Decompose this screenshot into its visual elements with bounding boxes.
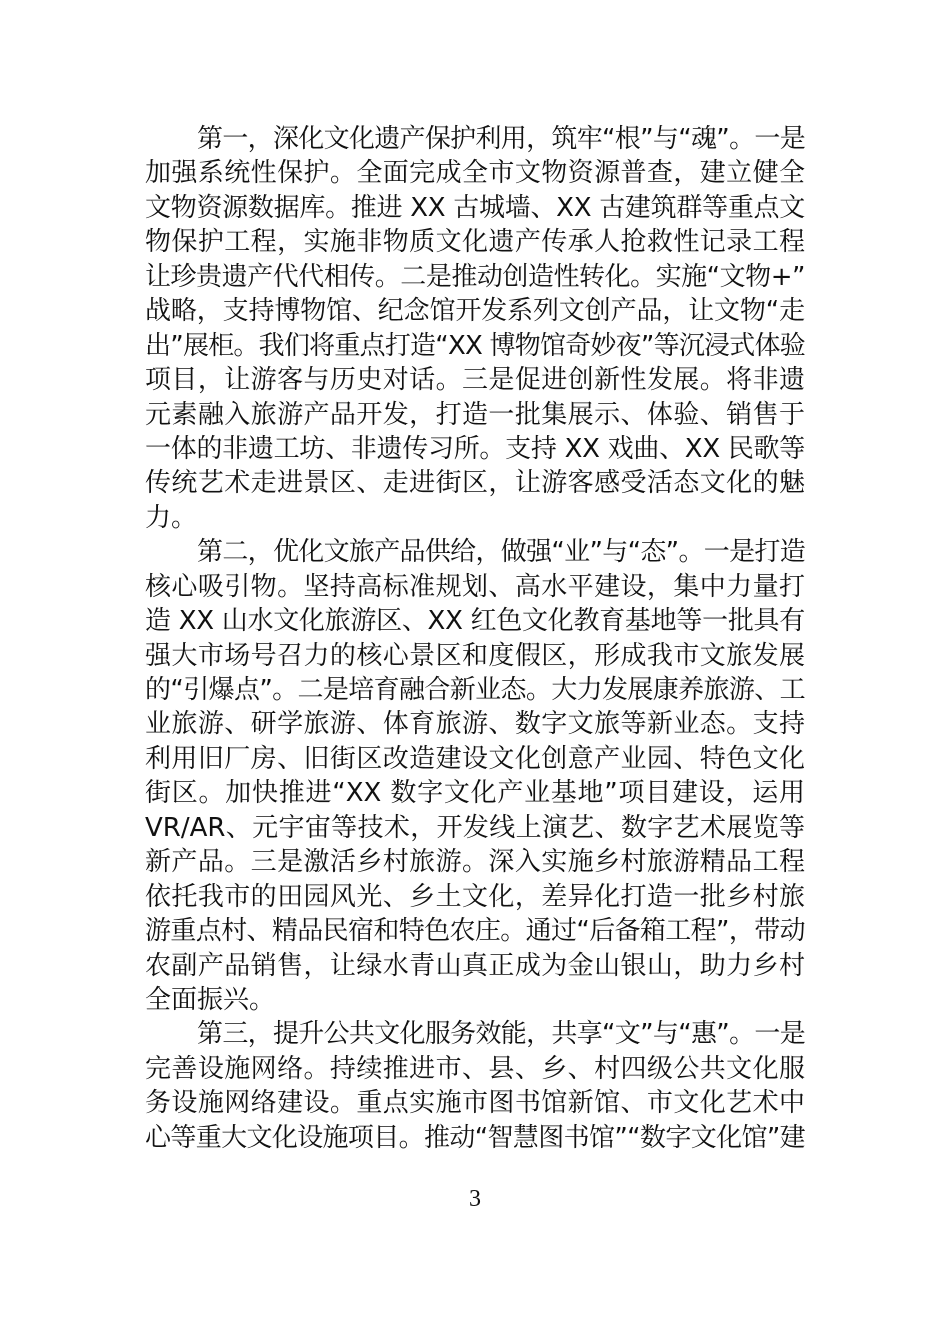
page-number: 3	[469, 1186, 481, 1212]
paragraph-2-line-10: 新产品。三是激活乡村旅游。深入实施乡村旅游精品工程	[145, 847, 805, 878]
paragraph-3-line-3: 务设施网络建设。重点实施市图书馆新馆、市文化艺术中	[145, 1088, 805, 1119]
paragraph-2-line-3: 造 XX 山水文化旅游区、XX 红色文化教育基地等一批具有	[145, 606, 805, 637]
paragraph-1-line-3: 文物资源数据库。推进 XX 古城墙、XX 古建筑群等重点文	[145, 192, 805, 223]
paragraph-3	[145, 1017, 805, 1155]
paragraph-2-line-5: 的“引爆点”。二是培育融合新业态。大力发展康养旅游、工	[145, 675, 805, 705]
paragraph-1-line-11: 传统艺术走进景区、走进街区，让游客感受活态文化的魅	[145, 468, 805, 499]
paragraph-2	[145, 535, 805, 1017]
paragraph-2-line-6: 业旅游、研学旅游、体育旅游、数字文旅等新业态。支持	[145, 709, 805, 740]
paragraph-2-line-2: 核心吸引物。坚持高标准规划、高水平建设，集中力量打	[145, 571, 805, 602]
paragraph-1-line-12: 力。	[145, 502, 198, 533]
paragraph-2-line-13: 农副产品销售，让绿水青山真正成为金山银山，助力乡村	[145, 950, 805, 981]
paragraph-2-line-14: 全面振兴。	[145, 984, 276, 1015]
paragraph-1-line-8: 项目，让游客与历史对话。三是促进创新性发展。将非遗	[145, 365, 805, 396]
paragraph-3-line-4: 心等重大文化设施项目。推动“智慧图书馆”“数字文化馆”建	[145, 1122, 805, 1153]
paragraph-2-line-1: 第二，优化文旅产品供给，做强“业”与“态”。一是打造	[197, 537, 805, 568]
paragraph-2-line-4: 强大市场号召力的核心景区和度假区，形成我市文旅发展	[145, 640, 805, 671]
paragraph-1-line-10: 一体的非遗工坊、非遗传习所。支持 XX 戏曲、XX 民歌等	[145, 433, 805, 464]
paragraph-2-line-11: 依托我市的田园风光、乡土文化，差异化打造一批乡村旅	[145, 881, 805, 912]
paragraph-2-line-9: VR/AR、元宇宙等技术，开发线上演艺、数字艺术展览等	[145, 812, 805, 843]
paragraph-1	[145, 122, 805, 535]
paragraph-3-line-2: 完善设施网络。持续推进市、县、乡、村四级公共文化服	[145, 1053, 805, 1084]
paragraph-1-line-9: 元素融入旅游产品开发，打造一批集展示、体验、销售于	[145, 399, 805, 430]
paragraph-1-line-2: 加强系统性保护。全面完成全市文物资源普查，建立健全	[145, 158, 805, 189]
paragraph-1-line-7: 出”展柜。我们将重点打造“XX 博物馆奇妙夜”等沉浸式体验	[145, 330, 805, 361]
paragraph-1-line-4: 物保护工程，实施非物质文化遗产传承人抢救性记录工程	[145, 227, 805, 258]
body-text	[145, 122, 805, 1155]
paragraph-1-line-6: 战略，支持博物馆、纪念馆开发系列文创产品，让文物“走	[145, 296, 805, 327]
paragraph-2-line-7: 利用旧厂房、旧街区改造建设文化创意产业园、特色文化	[145, 743, 805, 774]
paragraph-3-line-1: 第三，提升公共文化服务效能，共享“文”与“惠”。一是	[197, 1019, 805, 1050]
paragraph-1-line-1: 第一，深化文化遗产保护利用，筑牢“根”与“魂”。一是	[197, 124, 805, 154]
paragraph-2-line-8: 街区。加快推进“XX 数字文化产业基地”项目建设，运用	[145, 778, 805, 809]
paragraph-1-line-5: 让珍贵遗产代代相传。二是推动创造性转化。实施“文物+”	[145, 261, 805, 292]
paragraph-2-line-12: 游重点村、精品民宿和特色农庄。通过“后备箱工程”，带动	[145, 916, 805, 947]
